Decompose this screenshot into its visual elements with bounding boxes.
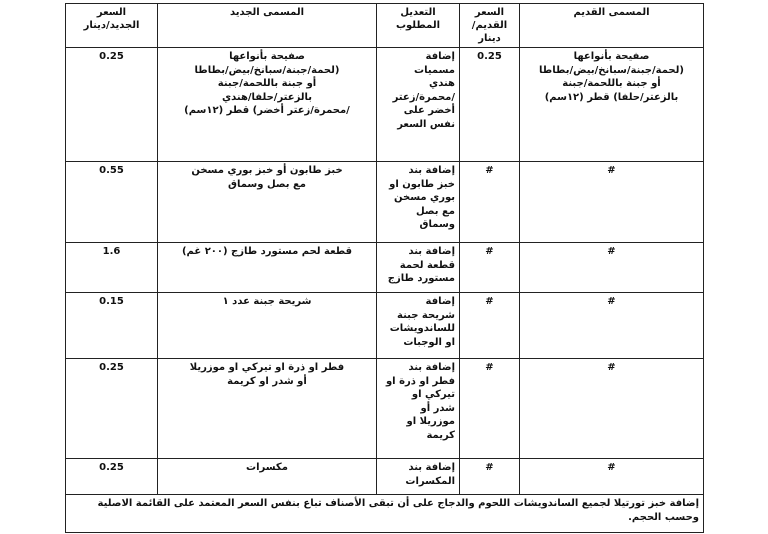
old-price-cell: # [460, 293, 520, 359]
new-price-cell: 0.55 [66, 162, 158, 243]
new-price-cell: 1.6 [66, 243, 158, 293]
old-name-cell: # [520, 162, 704, 243]
table-row [66, 243, 704, 293]
table-row [66, 293, 704, 359]
header-new-price: السعر الجديد/دينار [66, 4, 158, 48]
old-name-cell: # [520, 293, 704, 359]
old-name-cell: # [520, 243, 704, 293]
new-name-cell: صفيحة بأنواعها (لحمة/جبنة/سبانخ/بيض/بطاطا أو جبنة باللحمة/جبنة بالزعتر/حلفا/هندي /محمرة/زعتر أخضر) قطر (١٢سم) [158, 48, 377, 162]
header-old-price: السعر القديم/دينار [460, 4, 520, 48]
new-name-cell: مكسرات [158, 459, 377, 495]
note-row [66, 495, 704, 533]
new-price-cell: 0.25 [66, 359, 158, 459]
header-new-name: المسمى الجديد [158, 4, 377, 48]
change-cell: إضافة شريحة جبنة للساندويشات او الوجبات [377, 293, 460, 359]
header-change: التعديل المطلوب [377, 4, 460, 48]
new-name-cell: قطعة لحم مستورد طازج (٢٠٠ غم) [158, 243, 377, 293]
new-name-cell: فطر او ذرة او تيركي او موزريلا أو شدر او كريمة [158, 359, 377, 459]
change-cell: إضافة بند خبز طابون او بوري مسخن مع بصل وسماق [377, 162, 460, 243]
change-cell: إضافة بند قطعة لحمة مستورد طازج [377, 243, 460, 293]
table-row [66, 359, 704, 459]
table-row [66, 459, 704, 495]
header-old-name: المسمى القديم [520, 4, 704, 48]
old-price-cell: 0.25 [460, 48, 520, 162]
tortilla-note: إضافة خبز تورتيلا لجميع الساندويشات اللحوم والدجاج على أن تبقى الأصناف تباع بنفس السعر المعتمد على القائمة الاصلية وحسب الحجم. [66, 495, 704, 533]
header-row [66, 4, 704, 48]
change-cell: إضافة بند فطر او ذرة او تيركي او شدر أو موزريلا او كريمة [377, 359, 460, 459]
table-row [66, 162, 704, 243]
change-cell: إضافة بند المكسرات [377, 459, 460, 495]
old-price-cell: # [460, 243, 520, 293]
new-price-cell: 0.25 [66, 48, 158, 162]
new-price-cell: 0.15 [66, 293, 158, 359]
table-row [66, 48, 704, 162]
new-name-cell: شريحة جبنة عدد ١ [158, 293, 377, 359]
change-cell: إضافة مسميات هندي /محمرة/زعتر أخضر على نفس السعر [377, 48, 460, 162]
old-name-cell: # [520, 459, 704, 495]
old-price-cell: # [460, 359, 520, 459]
old-price-cell: # [460, 459, 520, 495]
price-table [65, 3, 704, 533]
old-price-cell: # [460, 162, 520, 243]
old-name-cell: صفيحة بأنواعها (لحمة/جبنة/سبانخ/بيض/بطاطا أو جبنة باللحمة/جبنة بالزعتر/حلفا) قطر (١٢سم) [520, 48, 704, 162]
old-name-cell: # [520, 359, 704, 459]
new-name-cell: خبز طابون أو خبز بوري مسخن مع بصل وسماق [158, 162, 377, 243]
new-price-cell: 0.25 [66, 459, 158, 495]
